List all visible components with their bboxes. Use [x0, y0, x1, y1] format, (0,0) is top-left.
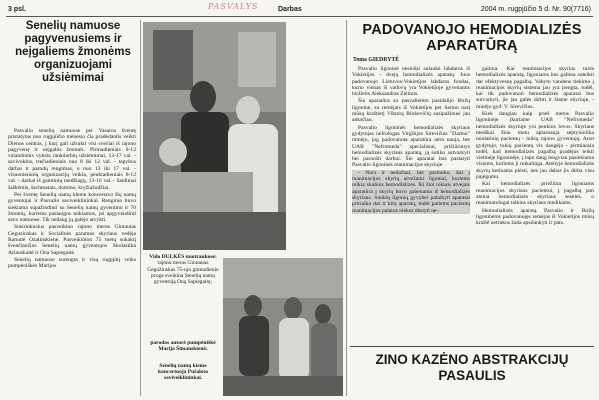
left-article-headline: Senelių namuose pagyvenusiems ir neįgaliems žmonėms organizuojami užsiėmimai — [15, 20, 131, 84]
column-divider — [140, 20, 141, 396]
photo-caption-secondary — [146, 340, 220, 381]
paragraph: Kai hemodializės priežiūra ligoniams reanimacijos skyriaus pacientui, į pagalbą jam ateina hemodializės skyriaus seselės, o reanimatologai talkins skyriaus medikams. — [476, 181, 594, 207]
text-column — [476, 66, 594, 346]
left-article-body — [8, 128, 136, 271]
paragraph: galima. Kai reanimacijos skyrius turės hemodializės aparatą, ligoniams bus galima suteikti dar efektyvesnę pagalbą. Vabyto vandens tiekimo į reanimacijos skyrių sistema jau yra įrengta, todėl, kai tik padovanoti hemodializės aparatai bus sutvarkyti, jie jau galės dirbti ir šiame skyriuje, - minėjo gyd. V. Sirevičius. — [476, 66, 594, 110]
paragraph: Kiek daugiau kaip prieš metus Pasvalio ligoninėje įkurtame UAB "Nefromeda" hemodializės skyriuje yra penkios lovos. Skyriaus medikai šiuo metu aptarnauja septyniolika nuolatinių pacientų - mūsų rajono gyventojų. Anot gydytojo, tokių pacientų vis daugėja - pirmiausia todėl, kad hemodializės pagalbą pradėjus teikti vietinėje ligoninėje, į tapo daug lengviau pasiekiama visiems, kuriems ji reikalinga. Ateityje hemodializės skyrių ketinama plėsti, nes jau dabar jis dirba visu pajėgumu. — [476, 111, 594, 181]
paragraph: - Nors ir nedažnai, bet pasitaiko, kai į reanimacijos skyrių atvežami ligoniai, kuriems reikia skubios hemodializės. Iki šiol tokiais atvejais aparatūra į skyrių buvo gabenama iš hemodializės skyriaus. Sunkių ligonių gyvybei palaikyti aparatai pritraiko dar ir kitų aparatų, todėl patiems pacientų reanimacijos palatos niekur dėstyti ne- — [352, 169, 470, 214]
caption-text: parodos autorė pumpėniškė Marija Šimanskienė; — [150, 340, 216, 353]
article-divider — [350, 346, 594, 347]
photo-caption — [146, 254, 220, 285]
page-number: 3 psl. — [8, 6, 26, 13]
photo-concert — [223, 258, 343, 396]
article-author: Toma GIEDRYTĖ — [353, 57, 400, 63]
column-divider — [346, 20, 347, 396]
paragraph: Susirinkusius pasveikino rajono meras Gintautas Geguzinskas ir Socialinės paramos skyriaus vedėja Ramutė Ozalinskienė. Pasveikinton 75 metų sukaktį švenčiančios Senelių namų gyventojos Skolastika Arlauskaitė ir Ona Sapiegaitė. — [8, 224, 136, 256]
issue-date: 2004 m. rugpjūčio 5 d. Nr. 90(7716) — [480, 6, 591, 13]
photo-seniors-event — [143, 22, 286, 250]
paragraph: Pasvalio ligoninės hemodializės skyriaus gydytojas nefrologas Virgilijus Sirevičius "Darbui" minėjo, jog padovanota aparatūra nėra nauja, bet UAB "Nefromeda" specialistai, prižiūrintys hemodializės skyriaus aparatą, ją sutiko sutvarkyti bei paruošti darbui. Šie aparatai bus pastatyti Pasvalio ligoninės reanimacijos skyriuje. — [352, 124, 470, 169]
section-name: Darbas — [278, 6, 302, 13]
text-column — [352, 66, 470, 346]
paragraph: Senelių namuose surengta ir visą rugpjūtį veiks pumpėniškės Marijos — [8, 256, 136, 270]
next-article-headline: ZINO KAZĖNO ABSTRAKCIJŲ PASAULIS — [375, 352, 569, 383]
header-rule — [6, 16, 593, 17]
right-article-headline: PADOVANOJO HEMODIALIZĖS APARATŪRĄ — [362, 22, 582, 54]
newspaper-logo: PASVALYS — [208, 2, 259, 11]
caption-text: Senelių namų kieme koncertuoja Pušaloto saviveiklininkai. — [158, 362, 208, 382]
photo-credit: Vido DULKĖS nuotraukose: — [149, 254, 217, 260]
paragraph: Hemodializės aparatą Pasvalio ir Biržų ligoninėms padovanojęs remėjas iš Vokietijos mūsų kraštė netrukus žada apsilankyti ir pats. — [476, 207, 594, 227]
paragraph: Per šventę Senelių namų kieme koncertavo šių namų gyventojai ir Pasvalio saviveiklininkai. Renginio buvo siekiama supažindinti su Senelių namų gyvenimu ir 70 žmonių, kuriems paslaugos teikiamos, jei apgyvendinti savo namuose. Tik nedaug jų galėjo atvykti. — [8, 191, 136, 224]
paragraph: Šia aparatūra su pasvalietėm pasidalijo Biržų ligoninė, su remėjais iš Vokietijos per Seimo narį mūsų kraštietį Viktorą Rinkevičių susipažinusi jau anksčiau. — [352, 98, 470, 124]
caption-text: rajono meras Gintautas Gegužinskas 75-uju gimtadienio proga sveikina Senelių namų gyventoją Oną Sapiegaitę; — [147, 260, 219, 286]
paragraph: Pasvalio ligoninė nesiošai sulaukė labdaros iš Vokietijos - dvejų hemodializės aparatų. Juos padovanojo Lietuvos-Vokietijos labdaros fondas, kurio vienas iš vadovų yra Vokietijoje gyvenantis biržietis Aleksandras Zeltinis. — [352, 66, 470, 98]
right-article-body — [352, 66, 594, 346]
paragraph: Pasvalio senelių namuose per Vasaros šventę pristatytas nuo rugpjūčio mėnesio čia pradėdantis veikti Dienos centras, į kurį gali užsukti visi svečiai iš rajono pagyvenę ir neįgalūs žmonės. Pirmadieniais 8-12 valandomis vyksta rankdarbių užsiėmimai, 13-17 val. - savivoklos, trečiadieniais nuo 8 iki 12 val. - tapybos darbai ir parodų rengimas, o nuo 13 iki 17 val. - visuomeninių organizacijų veikla, penktadieniais 8-12 val. - darbai iš gamtinių medžiagų, 13-16 val. - žaidimai šaškėmis, šachmatais, domino, kryžiažodžiai. — [8, 128, 136, 191]
